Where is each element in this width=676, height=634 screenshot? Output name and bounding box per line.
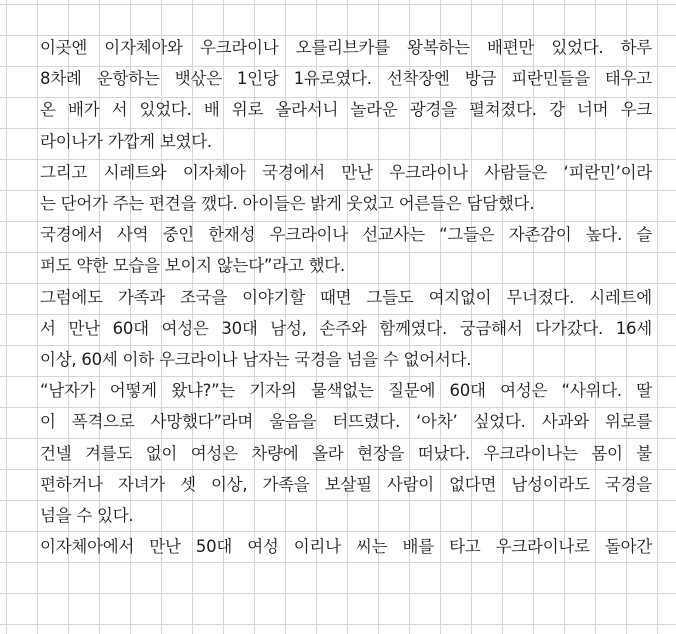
text-line: 편하거나 자녀가 셋 이상, 가족을 보살필 사람이 없다면 남성이라도 국경을 xyxy=(40,474,652,494)
text-line: 넘을 수 있다. xyxy=(40,506,134,526)
paragraph xyxy=(40,32,652,157)
text-line: 이상, 60세 이하 우크라이나 남자는 국경을 넘을 수 없어서다. xyxy=(40,350,472,370)
text-line: 국경에서 사역 중인 한재성 우크라이나 선교사는 “그들은 자존감이 높다. 슬 xyxy=(40,225,652,245)
text-line: 이 폭격으로 사망했다”라며 울음을 터뜨렸다. ‘아차’ 싶었다. 사과와 위로를 xyxy=(40,412,652,432)
text-line: 라이나가 가깝게 보였다. xyxy=(40,131,212,151)
text-line: 그리고 시레트와 이자체아 국경에서 만난 우크라이나 사람들은 ‘피란민’이라 xyxy=(40,162,652,182)
paragraph xyxy=(40,531,652,562)
text-line: 온 배가 서 있었다. 배 위로 올라서니 놀라운 광경을 펼쳐졌다. 강 너머 우크 xyxy=(40,100,652,120)
paragraph xyxy=(40,219,652,281)
text-line: 그럼에도 가족과 조국을 이야기할 때면 그들도 여지없이 무너졌다. 시레트에 xyxy=(40,287,652,307)
text-line: 8차례 운항하는 뱃삯은 1인당 1유로였다. 선착장엔 방금 피란민들을 태우고 xyxy=(40,69,652,89)
text-line: 퍼도 약한 모습을 보이지 않는다”라고 했다. xyxy=(40,256,345,276)
text-line: 건넬 겨를도 없이 여성은 차량에 올라 현장을 떠났다. 우크라이나는 몸이 불 xyxy=(40,443,652,463)
paragraph xyxy=(40,157,652,219)
paragraph xyxy=(40,375,652,531)
article-body xyxy=(40,32,652,562)
text-line: 이자체아에서 만난 50대 여성 이리나 씨는 배를 타고 우크라이나로 돌아간 xyxy=(40,537,652,557)
text-line: 는 단어가 주는 편견을 깼다. 아이들은 밝게 웃었고 어른들은 담담했다. xyxy=(40,194,535,214)
text-line: 이곳엔 이자체아와 우크라이나 오를리브카를 왕복하는 배편만 있었다. 하루 xyxy=(40,38,652,57)
paragraph xyxy=(40,282,652,376)
text-line: 서 만난 60대 여성은 30대 남성, 손주와 함께였다. 궁금해서 다가갔다. 16세 xyxy=(40,318,652,338)
text-line: “남자가 어떻게 왔냐?”는 기자의 물색없는 질문에 60대 여성은 “사위다. 딸 xyxy=(40,381,652,401)
